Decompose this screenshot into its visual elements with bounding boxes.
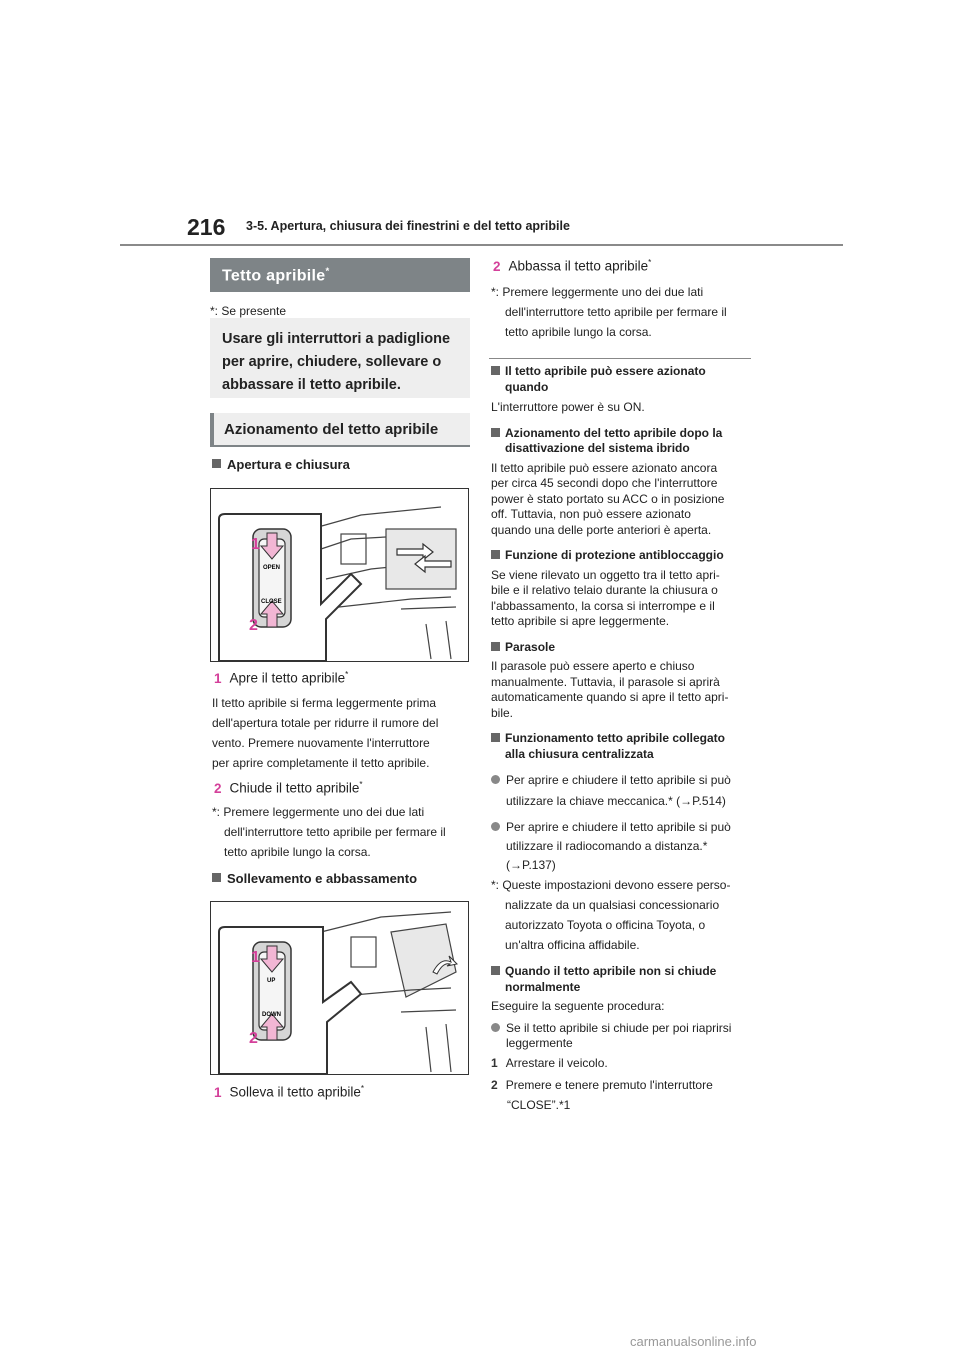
intro-line: Usare gli interruttori a padiglione: [222, 331, 451, 347]
subsection-banner: Azionamento del tetto apribile: [210, 413, 470, 447]
intro-line: per aprire, chiudere, sollevare o: [222, 354, 442, 370]
procedure-step: 2 Premere e tenere premuto l'interruttore “CLOSE”.*1: [491, 1078, 713, 1112]
step-tilt-down: 2 Abbassa il tetto apribile*: [493, 258, 652, 274]
figure-tilt: [210, 901, 469, 1075]
list-item: Per aprire e chiudere il tetto apribile si può utilizzare la chiave meccanica.* (→P.514): [491, 770, 761, 812]
column-separator: [489, 358, 751, 359]
note-heading: Funzione di protezione antibloccaggio: [491, 548, 761, 564]
header-rule: [120, 244, 843, 246]
step-open: 1 Apre il tetto apribile*: [214, 670, 349, 686]
bullet-icon: [491, 775, 500, 784]
square-icon: [212, 459, 221, 468]
note-heading: Il tetto apribile può essere azionato: [491, 364, 761, 380]
callout-1: 1: [251, 536, 260, 553]
down-label: DOWN: [262, 1012, 281, 1018]
callout-2: 2: [249, 1030, 258, 1047]
list-item: Se il tetto apribile si chiude per poi riaprirsi leggermente: [491, 1021, 761, 1052]
intro-line: abbassare il tetto apribile.: [222, 377, 401, 393]
watermark: carmanualsonline.info: [630, 1334, 757, 1349]
close-label: CLOSE: [261, 599, 282, 605]
open-label: OPEN: [263, 565, 281, 571]
step-close-note: *: Premere leggermente uno dei due lati dell'interruttore tetto apribile per fermare il tetto apribile lungo la corsa.: [212, 805, 446, 859]
procedure-step: 1 Arrestare il veicolo.: [491, 1055, 608, 1070]
up-label: UP: [267, 978, 276, 984]
bullet-icon: [491, 822, 500, 831]
intro-box: [210, 318, 470, 398]
title-banner: [210, 258, 470, 292]
roof-tilt-illustration: [211, 902, 468, 1074]
heading-open-close: Apertura e chiusura: [212, 457, 350, 472]
list-item: Per aprire e chiudere il tetto apribile si può utilizzare il radiocomando a distanza.* (→P.137): [491, 818, 761, 875]
note-heading: Parasole: [491, 640, 761, 656]
section-title: 3-5. Apertura, chiusura dei finestrini e del tetto apribile: [246, 219, 570, 233]
callout-1: 1: [251, 949, 260, 966]
note-heading: Azionamento del tetto apribile dopo la: [491, 426, 761, 442]
note-heading: Quando il tetto apribile non si chiude: [491, 964, 761, 980]
note-heading: Funzionamento tetto apribile collegato: [491, 731, 761, 747]
banner-title: Tetto apribile: [222, 267, 326, 285]
note-block: *: Queste impostazioni devono essere perso- nalizzate da un qualsiasi concessionario autorizzato Toyota o officina Toyota, o un'altra officina affidabile.: [491, 878, 731, 952]
bullet-icon: [491, 1023, 500, 1032]
step-open-text: Il tetto apribile si ferma leggermente prima dell'apertura totale per ridurre il rumore del vento. Premere nuovamente l'interruttore per aprire completamente il tetto apribile.: [212, 696, 439, 770]
step-tilt-up: 1 Solleva il tetto apribile*: [214, 1084, 364, 1100]
banner-star: *: [325, 266, 330, 277]
figure-open-close: [210, 488, 469, 662]
page-number: 216: [187, 214, 226, 240]
star-note: *: Se presente: [210, 304, 287, 318]
step-tilt-down-note: *: Premere leggermente uno dei due lati dell'interruttore tetto apribile per fermare il tetto apribile lungo la corsa.: [491, 285, 727, 339]
square-icon: [212, 873, 221, 882]
callout-2: 2: [249, 617, 258, 634]
roof-switch-illustration: [211, 489, 468, 661]
step-close: 2 Chiude il tetto apribile*: [214, 780, 363, 796]
heading-tilt: Sollevamento e abbassamento: [212, 871, 417, 886]
info-notes: Il tetto apribile può essere azionato quando L'interruttore power è su ON. Azionamento del tetto apribile dopo la disattivazione del sistema ibrido Il tetto apribile può essere azionato ancora per circa 45 secondi dopo che l'interruttore power è stato portato su ACC o in posizione off. Tuttavia, non può essere azionato quando una delle porte anteriori è aperta. Funzione di protezione antibloccaggio Se viene rilevato un oggetto tra il tetto apri- bile e il relativo telaio durante la chiusura o l'abbassamento, la corsa si interrompe e il tetto apribile si apre leggermente. Parasole Il parasole può essere aperto e chiuso manualmente. Tuttavia, il parasole si aprirà automaticamente quando si apre il tetto apri- bile. Funzionamento tetto apribile collegato alla chiusura centralizzata Per aprire e chiudere il tetto apribile si può utilizzare la chiave meccanica.* (→P.514) Per aprire e chiudere il tetto apribile si può utilizzare il radiocomando a distanza.* (→P.137) *: Queste impostazioni devono essere perso- nalizzate da un qualsiasi concessionario autorizzato Toyota o officina Toyota, o un'altra officina affidabile. Quando il tetto apribile non si chiude normalmente Eseguire la seguente procedura: Se il tetto apribile si chiude per poi riaprirsi leggermente 1 Arrestare il veicolo. 2 Premere e tenere premuto l'interruttore “CLOSE”.*1: [491, 364, 761, 1115]
